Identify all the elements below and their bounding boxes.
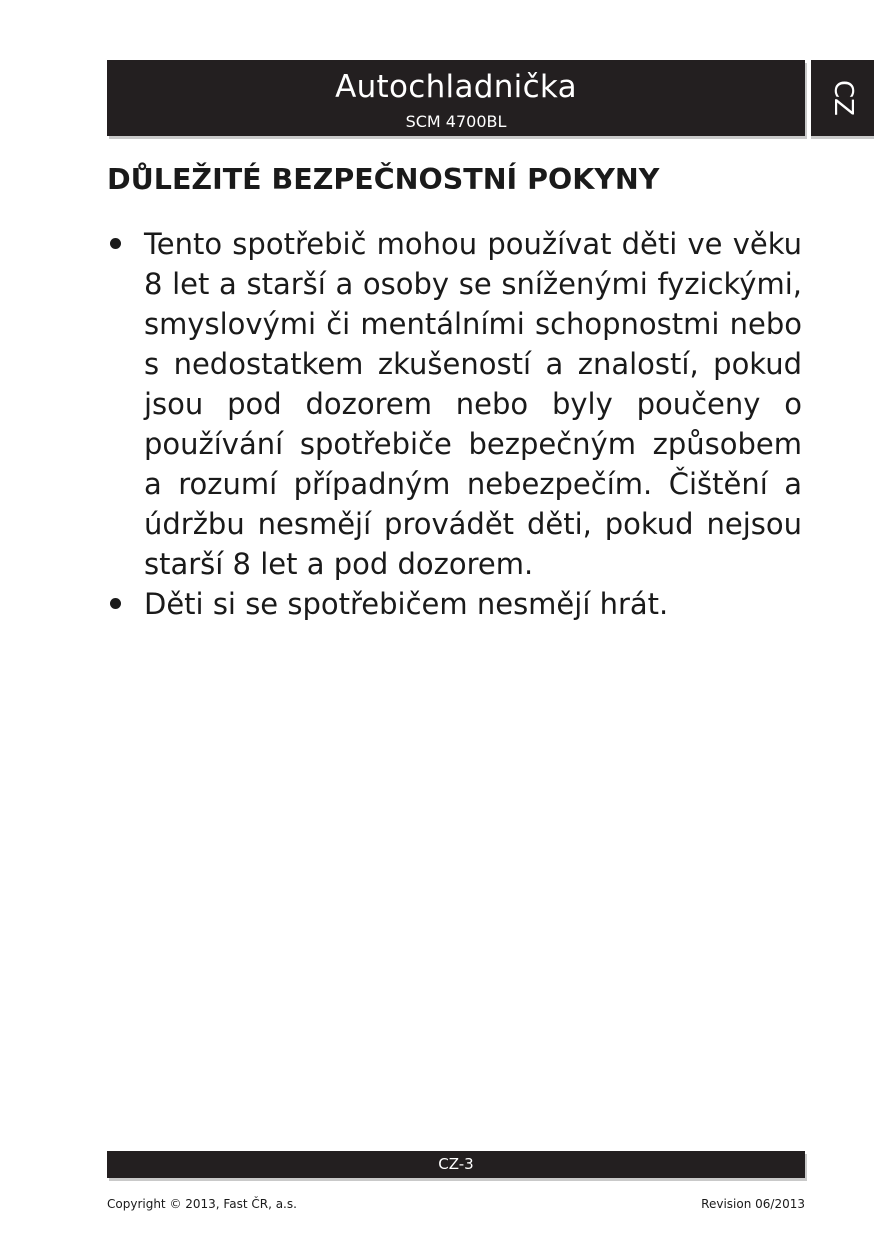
revision-text: Revision 06/2013	[701, 1197, 805, 1211]
list-item-text: Děti si se spotřebičem nesmějí hrát.	[144, 587, 669, 621]
footer-bar	[107, 1151, 805, 1178]
language-tab	[811, 60, 874, 136]
language-tab-label: CZ	[827, 80, 858, 116]
section-heading: DŮLEŽITÉ BEZPEČNOSTNÍ POKYNY	[107, 163, 660, 196]
bullet-icon	[110, 598, 121, 609]
list-item	[107, 584, 802, 624]
list-item-text: Tento spotřebič mohou používat děti ve věku 8 let a starší a osoby se sníženými fyzickými, smyslovými či mentálními schopnostmi nebo s nedostatkem zkušeností a znalostí, pokud jsou pod dozorem nebo byly poučeny o používání spotřebiče bezpečným způsobem a rozumí případným nebezpečím. Čištění a údržbu nesmějí provádět děti, pokud nejsou starší 8 let a pod dozorem.	[144, 227, 802, 581]
document-title: Autochladnička	[335, 69, 577, 105]
page-number: CZ-3	[438, 1155, 474, 1173]
bullet-icon	[110, 238, 121, 249]
list-item	[107, 224, 802, 584]
model-number: SCM 4700BL	[405, 112, 507, 131]
copyright-text: Copyright © 2013, Fast ČR, a.s.	[107, 1197, 297, 1211]
safety-instructions-list	[107, 224, 802, 624]
header-bar	[107, 60, 805, 136]
